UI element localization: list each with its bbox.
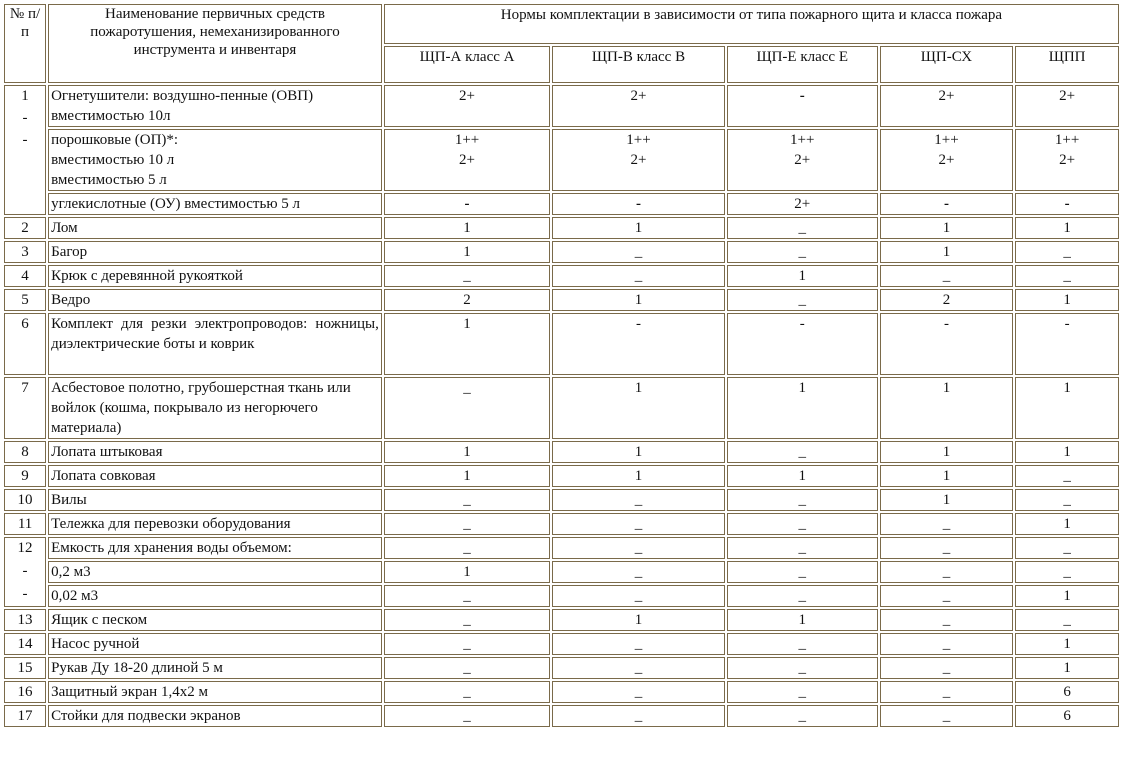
- row-name: Огнетушители: воздушно-пенные (ОВП) вместимостью 10л: [48, 85, 382, 127]
- row-dash: -: [22, 110, 28, 126]
- table-row: [4, 217, 1119, 239]
- value-cell: _: [552, 585, 725, 607]
- value-cell: _: [384, 513, 550, 535]
- value-cell: 1: [384, 241, 550, 263]
- value-cell: 1: [384, 441, 550, 463]
- value-cell: _: [1015, 609, 1119, 631]
- row-name: Багор: [48, 241, 382, 263]
- value-cell: 1: [727, 377, 878, 439]
- row-name: Ведро: [48, 289, 382, 311]
- value-cell: _: [880, 537, 1014, 559]
- row-num: 11: [4, 513, 46, 535]
- value-cell: _: [727, 537, 878, 559]
- row-name: [48, 129, 382, 191]
- table-row: [4, 513, 1119, 535]
- table-row: [4, 465, 1119, 487]
- row-name: Тележка для перевозки оборудования: [48, 513, 382, 535]
- row-num: 6: [4, 313, 46, 375]
- value-cell: 1: [727, 465, 878, 487]
- value-cell: [384, 129, 550, 191]
- value-cell: _: [1015, 537, 1119, 559]
- value-bottom: 2+: [1059, 152, 1076, 168]
- row-name: Емкость для хранения воды объемом:: [48, 537, 382, 559]
- value-cell: 1: [1015, 585, 1119, 607]
- value-cell: 1: [552, 377, 725, 439]
- value-top: 1++: [934, 132, 959, 148]
- table-row: [4, 585, 1119, 607]
- value-top: 1++: [454, 132, 480, 148]
- value-cell: _: [552, 681, 725, 703]
- row-name: 0,2 м3: [48, 561, 382, 583]
- col-header-shp-e: ЩП-Е класс Е: [727, 46, 878, 83]
- row-num: 5: [4, 289, 46, 311]
- row-num: 13: [4, 609, 46, 631]
- value-bottom: 2+: [938, 152, 955, 168]
- row-num: 8: [4, 441, 46, 463]
- row-name-line: вместимостью 10 л: [51, 152, 175, 168]
- row-name: 0,02 м3: [48, 585, 382, 607]
- value-cell: 1: [1015, 377, 1119, 439]
- row-num: 14: [4, 633, 46, 655]
- row-name: Защитный экран 1,4х2 м: [48, 681, 382, 703]
- row-num: 7: [4, 377, 46, 439]
- value-cell: 1: [880, 489, 1014, 511]
- table-row: [4, 193, 1119, 215]
- value-cell: _: [384, 705, 550, 727]
- row-name: Вилы: [48, 489, 382, 511]
- table-row: [4, 633, 1119, 655]
- value-cell: 1: [880, 377, 1014, 439]
- row-num: 15: [4, 657, 46, 679]
- row-num: 4: [4, 265, 46, 287]
- row-num: 16: [4, 681, 46, 703]
- value-cell: _: [1015, 265, 1119, 287]
- col-header-shp-sh: ЩП-СХ: [880, 46, 1014, 83]
- value-cell: 1: [552, 609, 725, 631]
- row-num: 1: [21, 88, 29, 104]
- value-cell: [1015, 129, 1119, 191]
- row-name: углекислотные (ОУ) вместимостью 5 л: [48, 193, 382, 215]
- value-cell: 2+: [384, 85, 550, 127]
- value-cell: 1: [880, 441, 1014, 463]
- row-name: Лопата штыковая: [48, 441, 382, 463]
- value-cell: _: [880, 265, 1014, 287]
- row-dash: -: [22, 586, 28, 602]
- row-dash: -: [22, 132, 28, 148]
- table-row: [4, 377, 1119, 439]
- value-cell: _: [727, 489, 878, 511]
- row-name: Лом: [48, 217, 382, 239]
- value-cell: 1: [880, 217, 1014, 239]
- value-cell: _: [552, 657, 725, 679]
- value-cell: -: [1015, 313, 1119, 375]
- header-row: [4, 4, 1119, 44]
- value-cell: 1: [552, 289, 725, 311]
- row-num: 9: [4, 465, 46, 487]
- value-cell: 2: [384, 289, 550, 311]
- row-name: Комплект для резки электропроводов: ножницы, диэлектрические боты и коврик: [48, 313, 382, 375]
- value-cell: 1: [1015, 441, 1119, 463]
- value-cell: [727, 129, 878, 191]
- value-cell: 1: [1015, 633, 1119, 655]
- value-cell: 2+: [1015, 85, 1119, 127]
- value-cell: 1: [880, 241, 1014, 263]
- row-name: Рукав Ду 18-20 длиной 5 м: [48, 657, 382, 679]
- value-cell: _: [727, 705, 878, 727]
- value-cell: _: [384, 265, 550, 287]
- value-cell: _: [384, 657, 550, 679]
- value-cell: _: [880, 657, 1014, 679]
- value-cell: 1: [1015, 513, 1119, 535]
- row-dash: -: [22, 563, 28, 579]
- value-cell: _: [880, 705, 1014, 727]
- table-row: [4, 681, 1119, 703]
- value-cell: _: [880, 609, 1014, 631]
- value-cell: _: [1015, 489, 1119, 511]
- value-cell: _: [880, 681, 1014, 703]
- table-row: [4, 241, 1119, 263]
- value-cell: _: [727, 657, 878, 679]
- table-row: [4, 537, 1119, 559]
- value-cell: [880, 129, 1014, 191]
- header-num-cell: № п/п: [4, 4, 46, 83]
- col-header-shpp: ЩПП: [1015, 46, 1119, 83]
- value-cell: 2+: [552, 85, 725, 127]
- table-row: [4, 609, 1119, 631]
- table-row: [4, 441, 1119, 463]
- value-cell: _: [552, 633, 725, 655]
- value-cell: _: [880, 561, 1014, 583]
- value-cell: 1: [384, 217, 550, 239]
- row-name: Крюк с деревянной рукояткой: [48, 265, 382, 287]
- value-cell: 2: [880, 289, 1014, 311]
- value-cell: _: [727, 561, 878, 583]
- value-cell: _: [552, 513, 725, 535]
- value-cell: _: [552, 537, 725, 559]
- value-cell: _: [552, 561, 725, 583]
- table-row: [4, 489, 1119, 511]
- value-cell: -: [552, 313, 725, 375]
- row-name: Ящик с песком: [48, 609, 382, 631]
- row-num-cell: [4, 85, 46, 215]
- value-cell: -: [1015, 193, 1119, 215]
- value-cell: [552, 129, 725, 191]
- value-cell: _: [384, 609, 550, 631]
- value-cell: _: [880, 633, 1014, 655]
- value-cell: _: [1015, 465, 1119, 487]
- row-num: 17: [4, 705, 46, 727]
- table-row: [4, 129, 1119, 191]
- row-num-cell: [4, 537, 46, 607]
- value-cell: _: [727, 241, 878, 263]
- value-cell: 1: [384, 313, 550, 375]
- value-cell: _: [384, 633, 550, 655]
- value-cell: _: [552, 241, 725, 263]
- value-cell: _: [384, 585, 550, 607]
- value-cell: _: [727, 633, 878, 655]
- value-bottom: 2+: [630, 152, 647, 168]
- value-cell: -: [880, 313, 1014, 375]
- table-row: [4, 705, 1119, 727]
- value-cell: _: [880, 585, 1014, 607]
- value-cell: _: [727, 217, 878, 239]
- header-norms-cell: Нормы комплектации в зависимости от типа пожарного щита и класса пожара: [384, 4, 1119, 44]
- value-cell: 1: [552, 465, 725, 487]
- value-cell: 1: [552, 441, 725, 463]
- value-cell: _: [552, 265, 725, 287]
- value-cell: 6: [1015, 705, 1119, 727]
- value-cell: _: [1015, 561, 1119, 583]
- value-cell: _: [880, 513, 1014, 535]
- value-cell: _: [727, 513, 878, 535]
- value-cell: _: [552, 705, 725, 727]
- row-name: Стойки для подвески экранов: [48, 705, 382, 727]
- header-name-cell: Наименование первичных средств пожаротушения, немеханизированного инструмента и инвентаря: [48, 4, 382, 83]
- value-cell: -: [880, 193, 1014, 215]
- value-cell: _: [384, 377, 550, 439]
- value-cell: 1: [384, 561, 550, 583]
- row-num: 12: [17, 540, 33, 556]
- equipment-norms-table: [2, 2, 1121, 729]
- row-name-line: порошковые (ОП)*:: [51, 132, 179, 148]
- value-bottom: 2+: [459, 152, 476, 168]
- table-row: [4, 85, 1119, 127]
- row-name: Асбестовое полотно, грубошерстная ткань или войлок (кошма, покрывало из негорючего материала): [48, 377, 382, 439]
- value-cell: -: [552, 193, 725, 215]
- value-cell: 1: [1015, 657, 1119, 679]
- value-cell: _: [1015, 241, 1119, 263]
- table-row: [4, 265, 1119, 287]
- value-cell: 1: [727, 265, 878, 287]
- value-top: 1++: [1054, 132, 1080, 148]
- row-name: Насос ручной: [48, 633, 382, 655]
- value-cell: _: [384, 489, 550, 511]
- value-cell: _: [727, 441, 878, 463]
- value-cell: -: [727, 313, 878, 375]
- col-header-shp-b: ЩП-В класс В: [552, 46, 725, 83]
- value-cell: 1: [1015, 289, 1119, 311]
- value-top: 1++: [626, 132, 651, 148]
- row-num: 3: [4, 241, 46, 263]
- table-row: [4, 289, 1119, 311]
- value-cell: _: [384, 537, 550, 559]
- value-cell: _: [727, 289, 878, 311]
- row-name: Лопата совковая: [48, 465, 382, 487]
- value-cell: 1: [552, 217, 725, 239]
- table-row: [4, 657, 1119, 679]
- value-top: 1++: [790, 132, 815, 148]
- row-num: 2: [4, 217, 46, 239]
- table-row: [4, 313, 1119, 375]
- value-cell: 1: [384, 465, 550, 487]
- col-header-shp-a: ЩП-А класс А: [384, 46, 550, 83]
- row-num: 10: [4, 489, 46, 511]
- value-cell: _: [384, 681, 550, 703]
- value-cell: _: [727, 681, 878, 703]
- table-row: [4, 561, 1119, 583]
- value-cell: _: [727, 585, 878, 607]
- value-cell: -: [727, 85, 878, 127]
- value-cell: _: [552, 489, 725, 511]
- value-cell: 2+: [880, 85, 1014, 127]
- value-cell: 1: [727, 609, 878, 631]
- value-cell: -: [384, 193, 550, 215]
- value-cell: 1: [1015, 217, 1119, 239]
- value-bottom: 2+: [794, 152, 811, 168]
- value-cell: 6: [1015, 681, 1119, 703]
- value-cell: 2+: [727, 193, 878, 215]
- row-name-line: вместимостью 5 л: [51, 172, 167, 188]
- value-cell: 1: [880, 465, 1014, 487]
